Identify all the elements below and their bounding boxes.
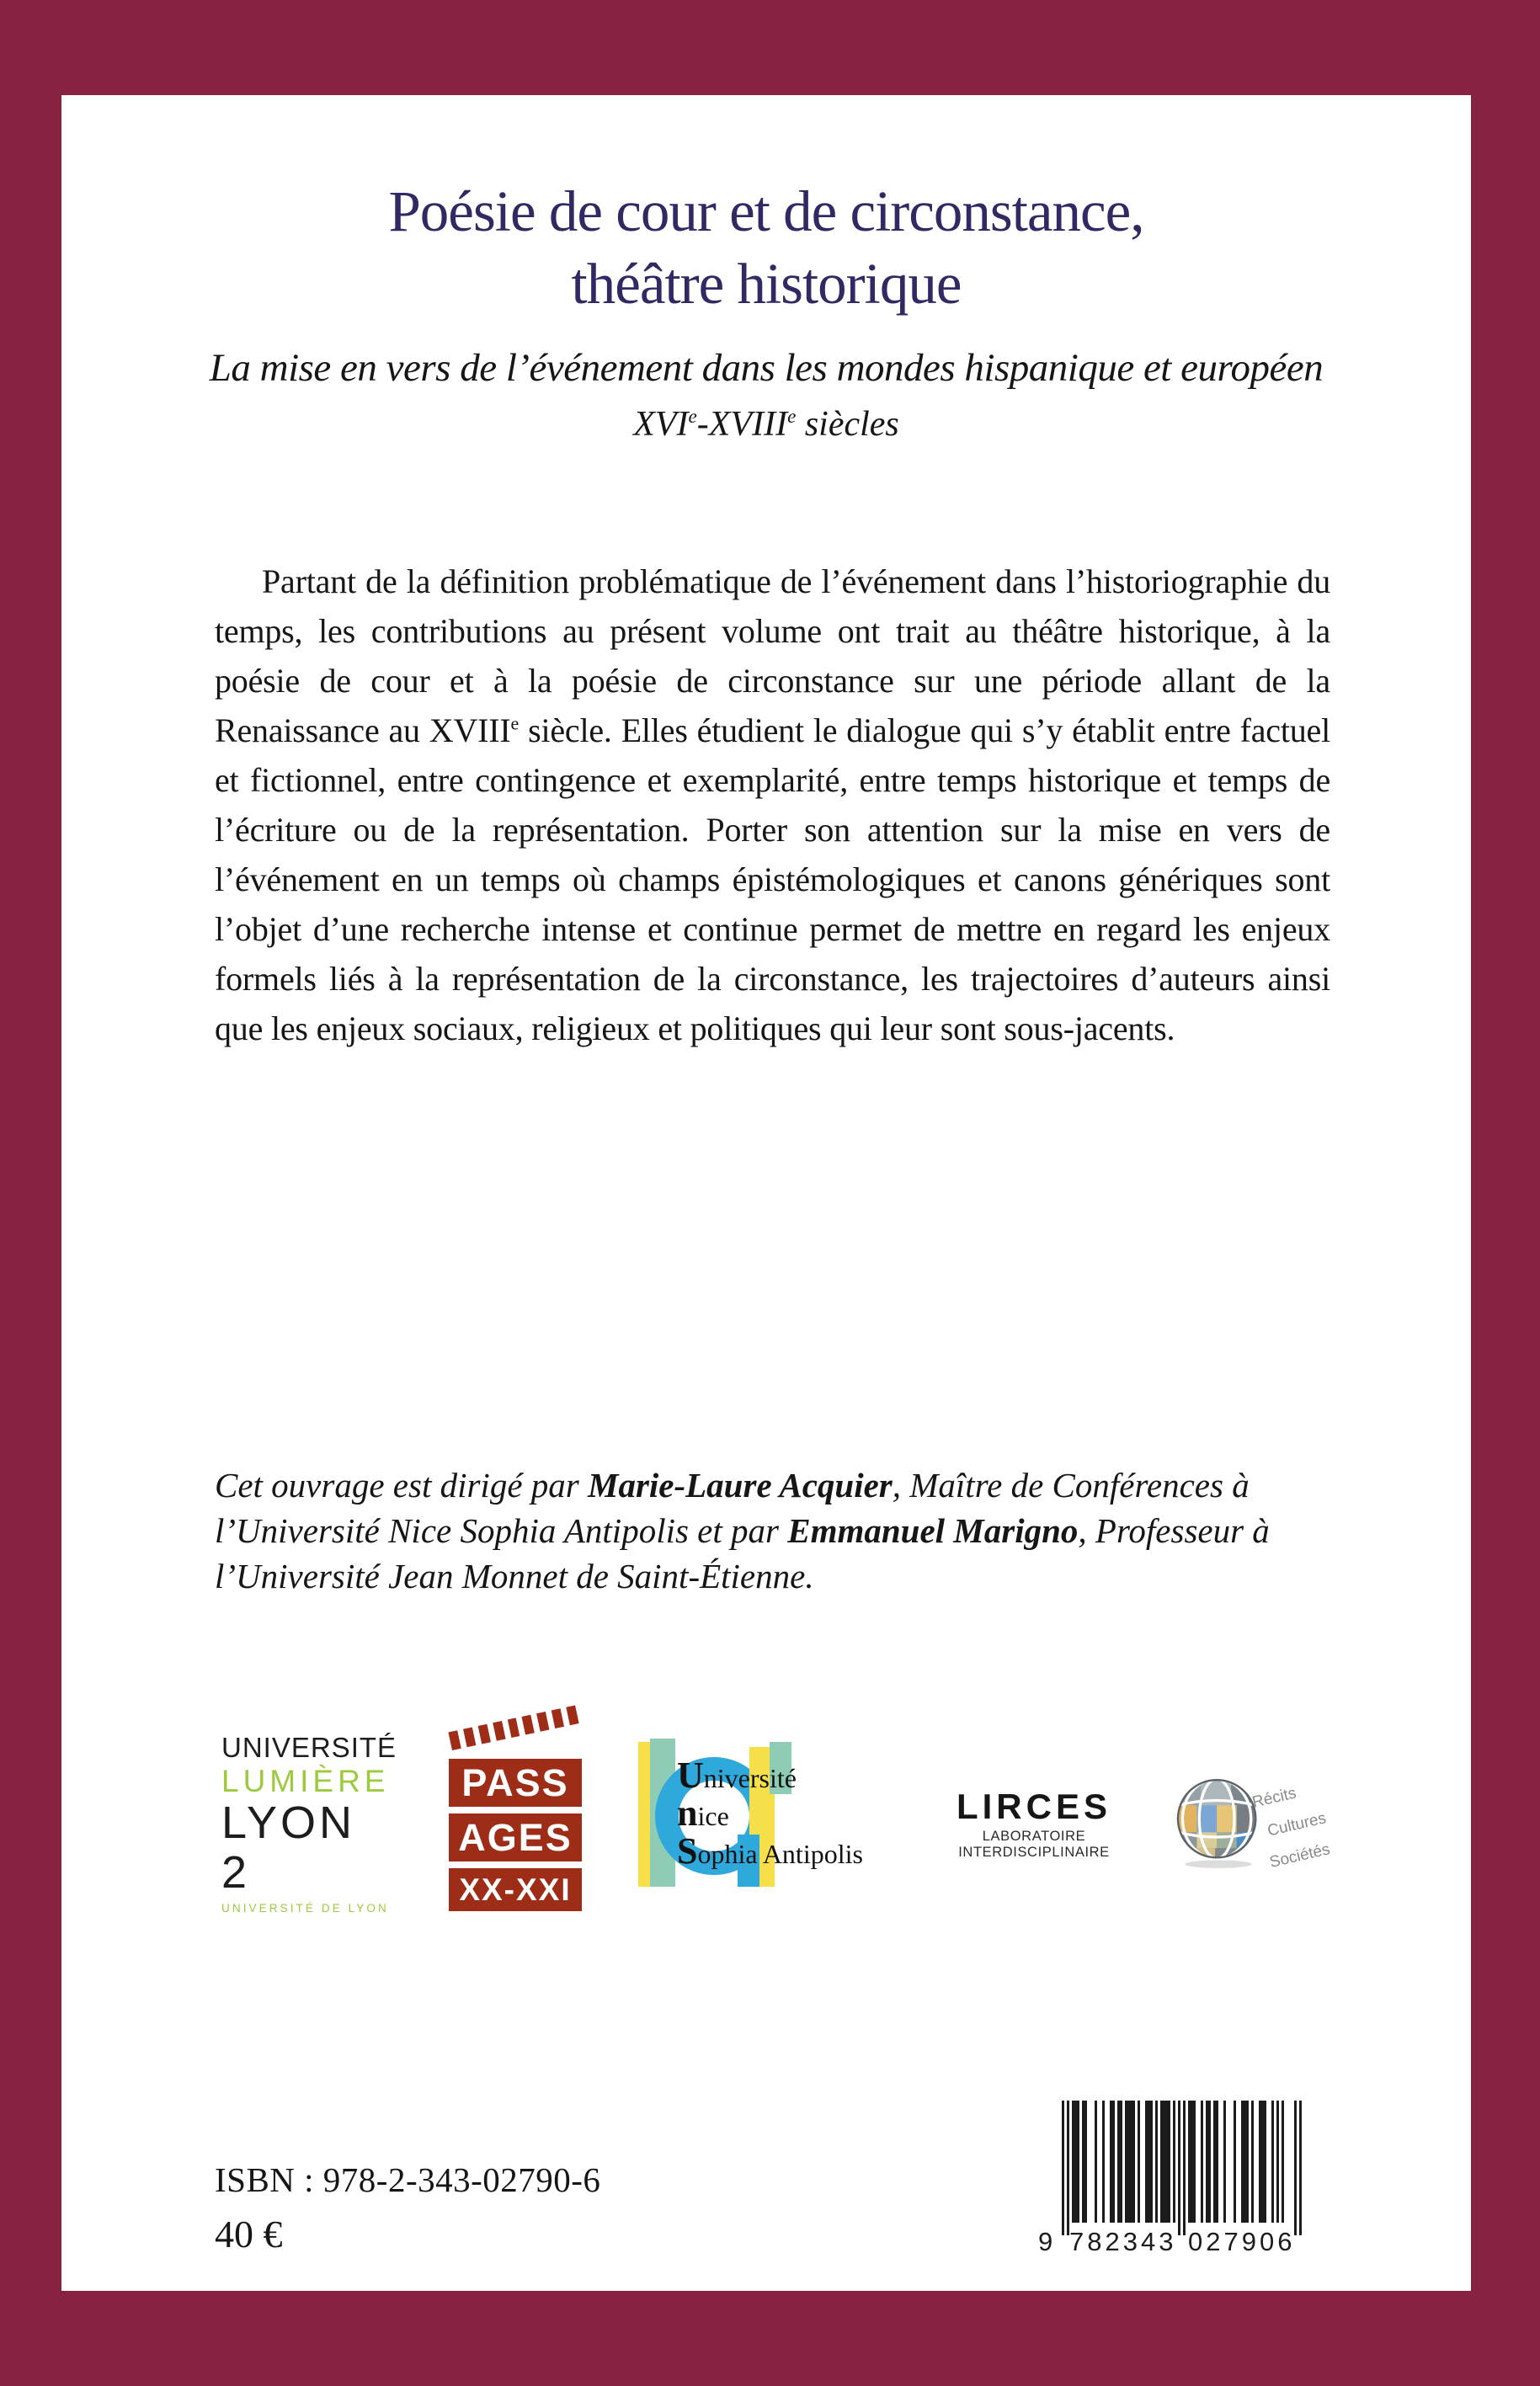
credits-mid: , Maître de Conférences à l’Université Nice Sophia Antipolis et par: [215, 1466, 1250, 1550]
passages-block-pass: PASS: [449, 1759, 582, 1807]
back-cover-blurb: [215, 557, 1330, 1053]
isbn-label: ISBN : 978-2-343-02790-6: [215, 2160, 601, 2199]
editor-name-acquier: Marie-Laure Acquier: [587, 1466, 893, 1505]
globe-word-recits: Récits: [1250, 1784, 1298, 1812]
era-separator: -: [696, 405, 709, 445]
logo-universite-lumiere-lyon2: [221, 1732, 397, 1915]
globe-word-societes: Sociétés: [1267, 1840, 1332, 1872]
barcode-digits-left: 782343: [1069, 2227, 1177, 2256]
blurb-text: siècle. Elles étudient le dialogue qui s’y établit entre factuel et fictionnel, entre contingence et exemplarité, entre temps historique et temps de l’écriture ou de la représentation. Porter son attention sur la mise en vers de l’événement en un temps où champs épistémologiques et canons génériques sont l’objet d’une recherche intense et continue permet de mettre en regard les enjeux formels liés à la représentation de la circonstance, les trajectoires d’auteurs ainsi que les enjeux sociaux, religieux et politiques qui leur sont sous-jacents.: [215, 711, 1330, 1047]
lirces-name: LIRCES: [956, 1787, 1111, 1826]
editors-credit: [215, 1462, 1336, 1599]
credits-lead: Cet ouvrage est dirigé par: [215, 1466, 588, 1505]
price-label: 40 €: [215, 2213, 283, 2256]
book-subtitle: La mise en vers de l’événement dans les mondes hispanique et européen: [209, 346, 1324, 391]
logo-universite-nice-sophia-antipolis: [638, 1735, 899, 1899]
passages-block-xxxxi: XX-XXI: [449, 1868, 582, 1911]
cover-inner-panel: [61, 95, 1471, 2291]
book-era-line: [61, 404, 1471, 445]
book-title-line1: Poésie de cour et de circonstance,: [388, 179, 1144, 243]
uns-line-nice: nice: [677, 1792, 729, 1834]
blurb-superscript: e: [510, 712, 520, 734]
lyon2-line-universite: UNIVERSITÉ: [221, 1732, 397, 1763]
ean13-barcode: [1036, 2101, 1306, 2269]
barcode-digits-right: 027906: [1188, 2227, 1296, 2256]
barcode-digits: [1036, 2222, 1306, 2261]
era-superscript: e: [688, 405, 697, 428]
credits-tail: , Professeur à l’Université Jean Monnet de Saint-Étienne.: [215, 1511, 1270, 1595]
blurb-text: Partant de la définition problématique de l’événement dans l’historiographie du temps, les contributions au présent volume ont trait au théâtre historique, à la poésie de cour et à la poésie de circonstance sur une période allant de la Renaissance au XVIII: [215, 562, 1330, 749]
lyon2-line-lyon2: LYON 2: [221, 1797, 356, 1898]
publisher-logos-band: [221, 1703, 1343, 1915]
logo-passages-xx-xxi: [449, 1710, 582, 1918]
globe-word-cultures: Cultures: [1266, 1809, 1329, 1840]
era-suffix: siècles: [796, 405, 899, 445]
uns-wordmark: [677, 1757, 863, 1871]
book-title-line2: théâtre historique: [571, 251, 962, 316]
editor-name-marigno: Emmanuel Marigno: [787, 1511, 1079, 1550]
barcode-bars-icon: [1062, 2101, 1302, 2235]
title-block: [61, 176, 1471, 445]
clapperboard-icon: [448, 1705, 578, 1750]
era-mid: XVIII: [708, 405, 788, 445]
era-prefix: XVI: [633, 405, 689, 445]
globe-keywords: [1250, 1772, 1337, 1878]
uns-line-sophia-antipolis: Sophia Antipolis: [677, 1829, 863, 1872]
lyon2-line-lumiere: LUMIÈRE: [221, 1763, 390, 1798]
lirces-subtitle: LABORATOIRE INTERDISCIPLINAIRE: [958, 1829, 1110, 1860]
logo-lirces: [918, 1789, 1150, 1861]
barcode-digit-leading: 9: [1038, 2227, 1053, 2256]
lyon2-line-universite-de-lyon: UNIVERSITÉ DE LYON: [221, 1902, 389, 1915]
uns-line-universite: Université: [677, 1755, 797, 1796]
era-superscript: e: [787, 405, 797, 428]
passages-block-ages: AGES: [449, 1813, 582, 1861]
